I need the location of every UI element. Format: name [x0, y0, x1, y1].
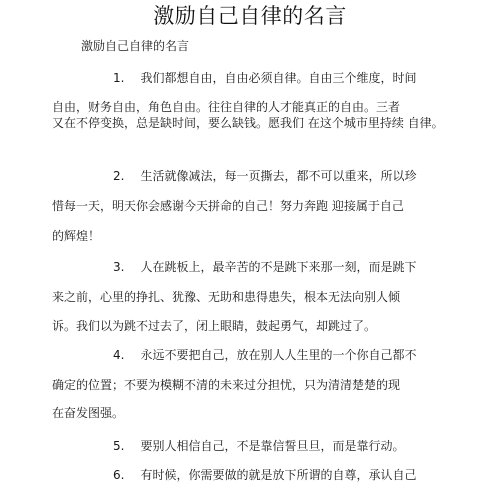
quote-4-text-1: 永远不要把自己，放在别人人生里的一个你自己都不 [140, 348, 417, 362]
quote-3-text-1: 人在跳板上，最辛苦的不是跳下来那一刻，而是跳下 [140, 260, 417, 274]
quote-2-line-1 [113, 168, 416, 184]
quote-2-line-3: 的辉煌！ [52, 229, 101, 243]
quote-4-line-1 [113, 347, 416, 363]
quote-4-line-3: 在奋发图强。 [52, 406, 125, 420]
document-title: 激励自己自律的名言 [153, 4, 347, 28]
quote-5-number: 5. [113, 439, 125, 453]
quote-1-line-1 [113, 70, 416, 86]
quote-6-text-1: 有时候，你需要做的就是放下所谓的自尊，承认自己 [140, 468, 417, 482]
quote-2-line-2: 惜每一天，明天你会感谢今天拼命的自己！努力奔跑 迎接属于自己 [52, 199, 404, 213]
quote-6-line-1 [113, 467, 416, 483]
quote-5-line-1 [113, 438, 404, 454]
quote-5-text-1: 要别人相信自己，不是靠信誓旦旦，而是靠行动。 [140, 439, 405, 453]
quote-3-line-1 [113, 259, 416, 275]
quote-1-line-2: 自由，财务自由，角色自由。往往自律的人才能真正的自由。三者 [52, 100, 401, 114]
quote-1-number: 1. [113, 71, 125, 85]
quote-4-line-2: 确定的位置；不要为模糊不清的未来过分担忧，只为清清楚楚的现 [52, 378, 401, 392]
document-subtitle: 激励自己自律的名言 [81, 39, 190, 53]
quote-6-number: 6. [113, 468, 125, 482]
quote-4-number: 4. [113, 348, 125, 362]
quote-3-line-3: 诉。我们以为跳不过去了，闭上眼睛，鼓起勇气，却跳过了。 [52, 319, 377, 333]
quote-2-number: 2. [113, 169, 125, 183]
quote-3-number: 3. [113, 260, 125, 274]
quote-3-line-2: 来之前，心里的挣扎、犹豫、无助和患得患失，根本无法向别人倾 [52, 290, 401, 304]
quote-2-text-1: 生活就像减法，每一页撕去，都不可以重来，所以珍 [140, 169, 417, 183]
quote-1-text-1: 我们都想自由，自由必须自律。自由三个维度，时间 [140, 71, 417, 85]
quote-1-line-3: 又在不停变换，总是缺时间，要么缺钱。愿我们 在这个城市里持续 自律。 [52, 116, 444, 130]
